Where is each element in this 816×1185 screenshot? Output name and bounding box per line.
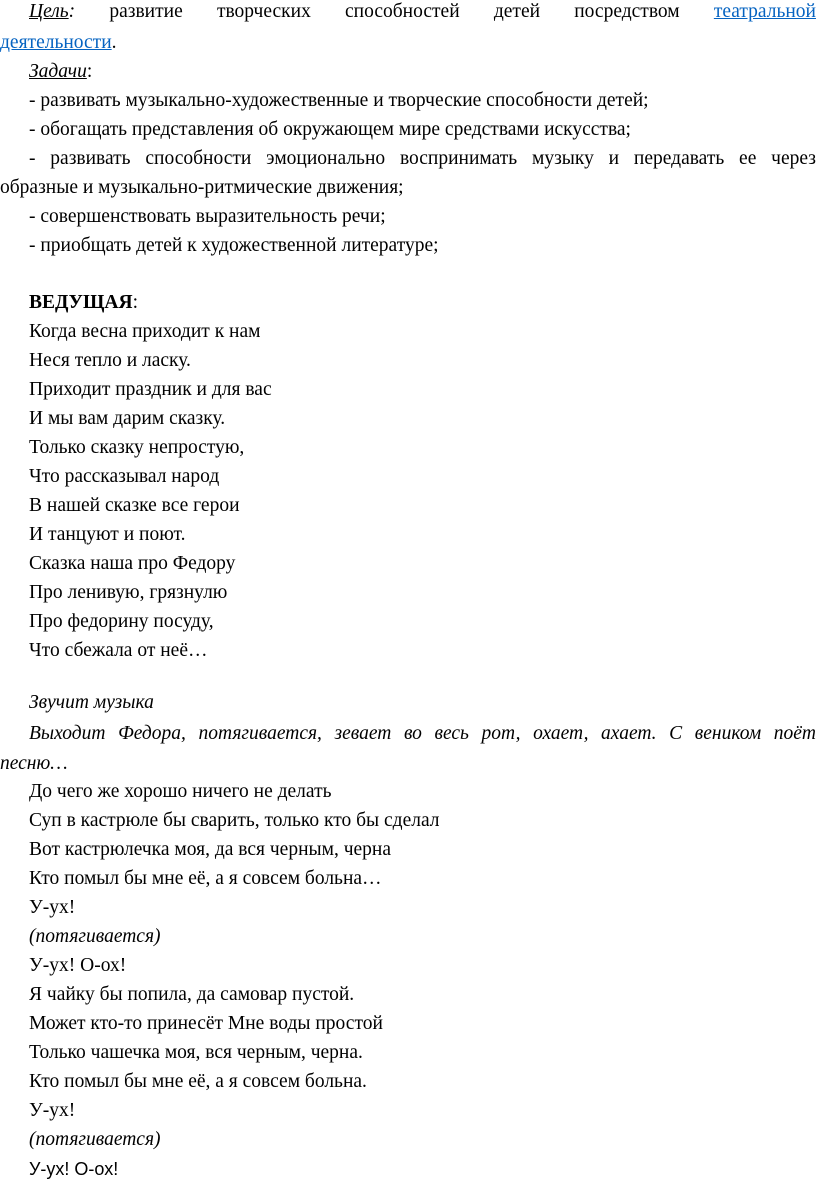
poem-line: И мы вам дарим сказку. bbox=[29, 408, 226, 429]
goal-link-theatrical[interactable]: театральной bbox=[713, 1, 816, 22]
stage-direction-fedora-cont: песню… bbox=[0, 753, 68, 774]
song-line: Я чайку бы попила, да самовар пустой. bbox=[29, 984, 355, 1005]
host-colon: : bbox=[132, 292, 138, 313]
stage-direction-music: Звучит музыка bbox=[29, 692, 154, 713]
goal-link-activity[interactable]: деятельности bbox=[0, 32, 112, 53]
song-line: Суп в кастрюле бы сварить, только кто бы сделал bbox=[29, 810, 440, 831]
song-line: Кто помыл бы мне её, а я совсем больна… bbox=[29, 868, 382, 889]
song-line: Вот кастрюлечка моя, да вся черным, черна bbox=[29, 839, 392, 860]
goal-label: Цель bbox=[29, 1, 69, 22]
song-line: Только чашечка моя, вся черным, черна. bbox=[29, 1042, 363, 1063]
song-line: У-ух! О-ох! bbox=[29, 955, 127, 976]
poem-line: И танцуют и поют. bbox=[29, 524, 186, 545]
poem-line: В нашей сказке все герои bbox=[29, 495, 240, 516]
goal-colon: : bbox=[68, 1, 76, 22]
goal-text: развитие творческих способностей детей посредством bbox=[109, 1, 680, 22]
task-item: - развивать способности эмоционально воспринимать музыку и передавать ее через bbox=[29, 148, 816, 169]
song-line: У-ух! bbox=[29, 1100, 76, 1121]
poem-line: Что рассказывал народ bbox=[29, 466, 220, 487]
goal-line-1 bbox=[0, 0, 816, 24]
task-item: - обогащать представления об окружающем мире средствами искусства; bbox=[29, 119, 631, 140]
task-item: - приобщать детей к художественной литературе; bbox=[29, 235, 439, 256]
tasks-label: Задачи bbox=[29, 61, 87, 82]
poem-line: Приходит праздник и для вас bbox=[29, 379, 272, 400]
task-item-continuation: образные и музыкально-ритмические движения; bbox=[0, 177, 404, 198]
song-line: До чего же хорошо ничего не делать bbox=[29, 781, 332, 802]
poem-line: Про ленивую, грязнулю bbox=[29, 582, 228, 603]
tasks-heading bbox=[29, 60, 92, 84]
goal-line-2 bbox=[0, 31, 117, 55]
goal-end: . bbox=[111, 32, 117, 53]
song-stage-direction: (потягивается) bbox=[29, 1129, 161, 1150]
poem-line: Только сказку непростую, bbox=[29, 437, 245, 458]
poem-line: Неся тепло и ласку. bbox=[29, 350, 191, 371]
tasks-colon: : bbox=[86, 61, 93, 82]
song-line: Кто помыл бы мне её, а я совсем больна. bbox=[29, 1071, 367, 1092]
poem-line: Когда весна приходит к нам bbox=[29, 321, 261, 342]
poem-line: Про федорину посуду, bbox=[29, 611, 214, 632]
poem-line: Что сбежала от неё… bbox=[29, 640, 208, 661]
song-line: Может кто-то принесёт Мне воды простой bbox=[29, 1013, 383, 1034]
song-line: У-ух! О-ох! bbox=[29, 1159, 119, 1179]
task-item: - совершенствовать выразительность речи; bbox=[29, 206, 386, 227]
task-item: - развивать музыкально-художественные и творческие способности детей; bbox=[29, 90, 649, 111]
poem-line: Сказка наша про Федору bbox=[29, 553, 236, 574]
host-heading bbox=[29, 291, 138, 315]
song-line: У-ух! bbox=[29, 897, 76, 918]
stage-direction-fedora: Выходит Федора, потягивается, зевает во весь рот, охает, ахает. С веником поёт bbox=[29, 723, 816, 744]
song-stage-direction: (потягивается) bbox=[29, 926, 161, 947]
host-label: ВЕДУЩАЯ bbox=[29, 292, 133, 313]
